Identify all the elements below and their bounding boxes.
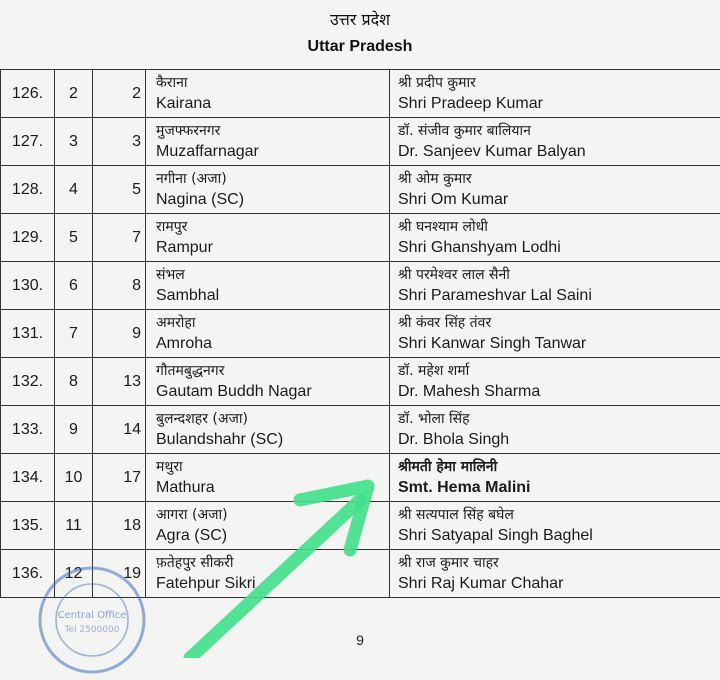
list-number-cell bbox=[55, 406, 93, 454]
constituency-name-english: Muzaffarnagar bbox=[156, 141, 389, 163]
constituency-number: 7 bbox=[132, 229, 141, 246]
candidate-cell bbox=[390, 406, 720, 454]
serial-number-cell bbox=[1, 358, 55, 406]
table-row bbox=[1, 118, 720, 166]
constituency-number-cell bbox=[93, 214, 146, 262]
constituency-number: 13 bbox=[123, 373, 141, 390]
candidate-cell bbox=[390, 454, 720, 502]
constituency-number: 5 bbox=[132, 181, 141, 198]
list-number-cell bbox=[55, 262, 93, 310]
constituency-name-hindi: गौतमबुद्धनगर bbox=[156, 361, 389, 381]
constituency-number-cell bbox=[93, 70, 146, 118]
serial-number: 128. bbox=[12, 181, 43, 198]
serial-number: 136. bbox=[12, 565, 43, 582]
constituency-name-english: Rampur bbox=[156, 237, 389, 259]
table-row bbox=[1, 406, 720, 454]
candidate-cell bbox=[390, 262, 720, 310]
serial-number: 129. bbox=[12, 229, 43, 246]
candidate-cell bbox=[390, 358, 720, 406]
serial-number-cell bbox=[1, 214, 55, 262]
constituency-cell bbox=[146, 70, 390, 118]
constituency-name-english: Fatehpur Sikri bbox=[156, 573, 389, 595]
list-number: 11 bbox=[65, 517, 82, 534]
constituency-name-english: Mathura bbox=[156, 477, 389, 499]
serial-number: 134. bbox=[12, 469, 43, 486]
candidate-name-hindi: श्री सत्यपाल सिंह बघेल bbox=[398, 505, 720, 525]
constituency-name-english: Sambhal bbox=[156, 285, 389, 307]
list-number-cell bbox=[55, 166, 93, 214]
candidate-name-english: Dr. Bhola Singh bbox=[398, 429, 720, 451]
constituency-name-hindi: फ़तेहपुर सीकरी bbox=[156, 553, 389, 573]
candidate-name-english: Smt. Hema Malini bbox=[398, 477, 720, 499]
candidate-name-english: Shri Ghanshyam Lodhi bbox=[398, 237, 720, 259]
candidate-table bbox=[0, 69, 720, 598]
candidate-name-english: Shri Satyapal Singh Baghel bbox=[398, 525, 720, 547]
constituency-name-hindi: संभल bbox=[156, 265, 389, 285]
constituency-name-hindi: आगरा (अजा) bbox=[156, 505, 389, 525]
candidate-cell bbox=[390, 166, 720, 214]
constituency-cell bbox=[146, 454, 390, 502]
list-number: 6 bbox=[69, 277, 78, 294]
candidate-cell bbox=[390, 310, 720, 358]
serial-number: 133. bbox=[12, 421, 43, 438]
table-row bbox=[1, 214, 720, 262]
constituency-name-hindi: मुजफ्फरनगर bbox=[156, 121, 389, 141]
list-number-cell bbox=[55, 454, 93, 502]
constituency-name-english: Amroha bbox=[156, 333, 389, 355]
list-number-cell bbox=[55, 70, 93, 118]
candidate-name-english: Dr. Sanjeev Kumar Balyan bbox=[398, 141, 720, 163]
serial-number: 130. bbox=[12, 277, 43, 294]
list-number-cell bbox=[55, 358, 93, 406]
list-number-cell bbox=[55, 550, 93, 598]
list-number: 8 bbox=[69, 373, 78, 390]
table-row bbox=[1, 166, 720, 214]
serial-number-cell bbox=[1, 118, 55, 166]
table-row bbox=[1, 70, 720, 118]
candidate-name-hindi: डॉ. संजीव कुमार बालियान bbox=[398, 121, 720, 141]
serial-number-cell bbox=[1, 502, 55, 550]
candidate-name-hindi: श्री राज कुमार चाहर bbox=[398, 553, 720, 573]
serial-number-cell bbox=[1, 454, 55, 502]
constituency-number-cell bbox=[93, 166, 146, 214]
table-row bbox=[1, 262, 720, 310]
constituency-name-hindi: बुलन्दशहर (अजा) bbox=[156, 409, 389, 429]
serial-number-cell bbox=[1, 262, 55, 310]
constituency-number: 9 bbox=[132, 325, 141, 342]
serial-number-cell bbox=[1, 310, 55, 358]
constituency-name-english: Kairana bbox=[156, 93, 389, 115]
constituency-cell bbox=[146, 118, 390, 166]
list-number: 7 bbox=[69, 325, 78, 342]
constituency-cell bbox=[146, 502, 390, 550]
constituency-number-cell bbox=[93, 550, 146, 598]
page-number: 9 bbox=[0, 632, 720, 648]
constituency-name-hindi: रामपुर bbox=[156, 217, 389, 237]
constituency-number-cell bbox=[93, 310, 146, 358]
candidate-cell bbox=[390, 70, 720, 118]
serial-number-cell bbox=[1, 550, 55, 598]
list-number: 10 bbox=[65, 469, 83, 486]
candidate-name-english: Shri Raj Kumar Chahar bbox=[398, 573, 720, 595]
constituency-cell bbox=[146, 358, 390, 406]
candidate-cell bbox=[390, 550, 720, 598]
list-number: 3 bbox=[69, 133, 78, 150]
candidate-name-english: Shri Pradeep Kumar bbox=[398, 93, 720, 115]
candidate-name-hindi: डॉ. भोला सिंह bbox=[398, 409, 720, 429]
constituency-number-cell bbox=[93, 502, 146, 550]
constituency-number-cell bbox=[93, 454, 146, 502]
constituency-cell bbox=[146, 406, 390, 454]
constituency-cell bbox=[146, 550, 390, 598]
table-row bbox=[1, 550, 720, 598]
serial-number: 135. bbox=[12, 517, 43, 534]
constituency-cell bbox=[146, 166, 390, 214]
candidate-name-hindi: श्री प्रदीप कुमार bbox=[398, 73, 720, 93]
constituency-number-cell bbox=[93, 118, 146, 166]
list-number: 9 bbox=[69, 421, 78, 438]
constituency-number: 2 bbox=[132, 85, 141, 102]
candidate-cell bbox=[390, 118, 720, 166]
table-row bbox=[1, 358, 720, 406]
constituency-name-hindi: नगीना (अजा) bbox=[156, 169, 389, 189]
serial-number-cell bbox=[1, 406, 55, 454]
constituency-name-english: Gautam Buddh Nagar bbox=[156, 381, 389, 403]
candidate-name-english: Dr. Mahesh Sharma bbox=[398, 381, 720, 403]
list-number-cell bbox=[55, 214, 93, 262]
constituency-cell bbox=[146, 262, 390, 310]
constituency-number: 14 bbox=[123, 421, 141, 438]
candidate-cell bbox=[390, 502, 720, 550]
constituency-number: 3 bbox=[132, 133, 141, 150]
candidate-name-hindi: श्री ओम कुमार bbox=[398, 169, 720, 189]
serial-number: 126. bbox=[12, 85, 43, 102]
list-number: 4 bbox=[69, 181, 78, 198]
constituency-name-hindi: कैराना bbox=[156, 73, 389, 93]
serial-number: 127. bbox=[12, 133, 43, 150]
candidate-name-hindi: श्री कंवर सिंह तंवर bbox=[398, 313, 720, 333]
state-title-english: Uttar Pradesh bbox=[0, 38, 720, 56]
candidate-name-hindi: श्रीमती हेमा मालिनी bbox=[398, 457, 720, 477]
svg-text:Central Office: Central Office bbox=[58, 610, 127, 621]
list-number: 5 bbox=[69, 229, 78, 246]
list-number-cell bbox=[55, 502, 93, 550]
table-row bbox=[1, 454, 720, 502]
candidate-name-english: Shri Kanwar Singh Tanwar bbox=[398, 333, 720, 355]
candidate-name-english: Shri Parameshvar Lal Saini bbox=[398, 285, 720, 307]
candidate-name-hindi: श्री घनश्याम लोधी bbox=[398, 217, 720, 237]
constituency-number: 8 bbox=[132, 277, 141, 294]
constituency-number-cell bbox=[93, 406, 146, 454]
constituency-name-english: Bulandshahr (SC) bbox=[156, 429, 389, 451]
candidate-name-hindi: श्री परमेश्वर लाल सैनी bbox=[398, 265, 720, 285]
constituency-number: 17 bbox=[123, 469, 141, 486]
svg-text:Tel 2500000: Tel 2500000 bbox=[64, 625, 120, 635]
state-title-hindi: उत्तर प्रदेश bbox=[0, 8, 720, 30]
list-number-cell bbox=[55, 310, 93, 358]
constituency-name-english: Nagina (SC) bbox=[156, 189, 389, 211]
constituency-name-hindi: मथुरा bbox=[156, 457, 389, 477]
table-row bbox=[1, 310, 720, 358]
constituency-number: 18 bbox=[123, 517, 141, 534]
constituency-cell bbox=[146, 214, 390, 262]
constituency-name-hindi: अमरोहा bbox=[156, 313, 389, 333]
list-number: 2 bbox=[69, 85, 78, 102]
constituency-number-cell bbox=[93, 262, 146, 310]
serial-number-cell bbox=[1, 166, 55, 214]
serial-number: 132. bbox=[12, 373, 43, 390]
constituency-name-english: Agra (SC) bbox=[156, 525, 389, 547]
constituency-cell bbox=[146, 310, 390, 358]
list-number-cell bbox=[55, 118, 93, 166]
candidate-name-hindi: डॉ. महेश शर्मा bbox=[398, 361, 720, 381]
table-row bbox=[1, 502, 720, 550]
serial-number: 131. bbox=[12, 325, 43, 342]
constituency-number: 19 bbox=[123, 565, 141, 582]
constituency-number-cell bbox=[93, 358, 146, 406]
serial-number-cell bbox=[1, 70, 55, 118]
candidate-name-english: Shri Om Kumar bbox=[398, 189, 720, 211]
candidate-cell bbox=[390, 214, 720, 262]
list-number: 12 bbox=[65, 565, 83, 582]
